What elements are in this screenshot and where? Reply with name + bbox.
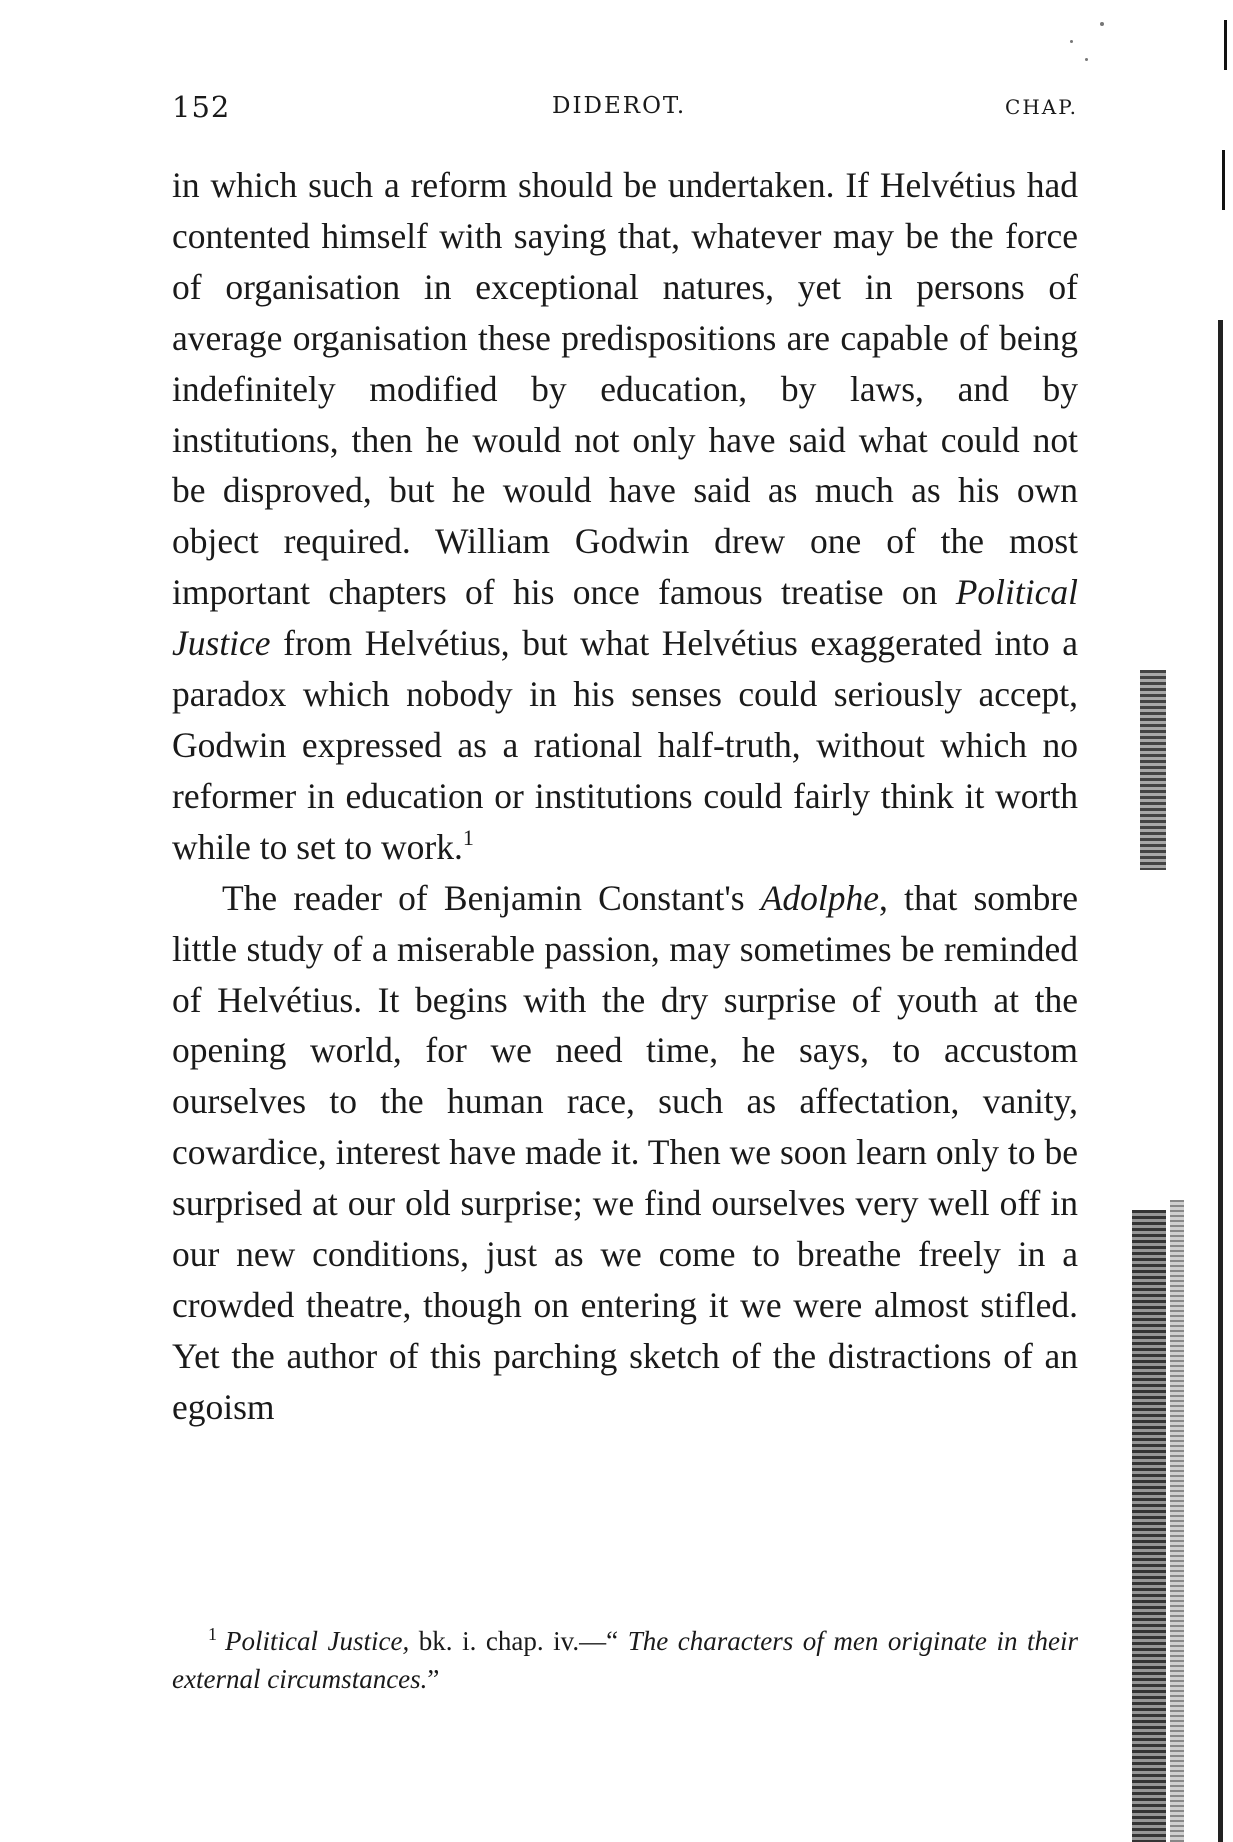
scan-shadow-1 (1140, 670, 1166, 870)
scan-speck (1085, 58, 1088, 61)
footnote-quote: The characters of men originate in their external circumstances. (172, 1626, 1078, 1694)
footnote-book-title: Political Justice, (225, 1626, 410, 1656)
paragraph-1-text-b: from Helvétius, but what Helvétius exaggerated into a paradox which nobody in his senses could seriously accept, Godwin expressed as a rational half-truth, without which no reformer in education or institutions could fairly think it worth while to set to work. (172, 623, 1078, 867)
scan-shadow-2 (1132, 1210, 1166, 1842)
scan-shadow-3 (1170, 1200, 1184, 1842)
paragraph-1-text-a: in which such a reform should be undertaken. If Helvétius had contented himself with saying that, whatever may be the force of organisation in exceptional natures, yet in persons of average organisation these predispositions are capable of being indefinitely modified by education, by laws, and by institutions, then he would not only have said what could not be disproved, but he would have said as much as his own object required. William Godwin drew one of the most important chapters of his once famous treatise on (172, 165, 1078, 613)
paragraph-2-text-a: The reader of Benjamin Constant's (222, 877, 761, 918)
running-title: DIDEROT. (552, 93, 687, 119)
chapter-marker: CHAP. (1005, 95, 1078, 119)
body-text (172, 160, 1078, 1433)
scan-speck (1070, 40, 1073, 43)
footnote-1 (172, 1622, 1078, 1698)
scan-speck (1100, 22, 1104, 26)
footnote-reference: 1 (462, 824, 474, 850)
paragraph-1 (172, 160, 1078, 873)
footnote-reference-text: bk. i. chap. iv.—“ (409, 1626, 628, 1656)
page-number: 152 (172, 90, 231, 124)
scan-edge-upper (1222, 150, 1225, 210)
book-title-political-justice: Political Justice (172, 572, 1078, 664)
paragraph-2 (172, 873, 1078, 1433)
footnote-close-quote: ” (427, 1664, 440, 1694)
paragraph-2-text-b: , that sombre little study of a miserable passion, may sometimes be reminded of Helvétius. It begins with the dry surprise of youth at the opening world, for we need time, he says, to accustom ourselves to the human race, such as affectation, vanity, cowardice, interest have made it. Then we soon learn only to be surprised at our old surprise; we find ourselves very well off in our new conditions, just as we come to breathe freely in a crowded theatre, though on entering it we were almost stifled. Yet the author of this parching sketch of the distractions of an egoism (172, 877, 1078, 1427)
footnotes (172, 1622, 1078, 1698)
scan-edge-top (1224, 20, 1227, 70)
footnote-marker: 1 (208, 1624, 217, 1644)
scan-edge-main (1218, 320, 1223, 1842)
book-title-adolphe: Adolphe (760, 877, 880, 918)
running-head (172, 90, 1078, 130)
